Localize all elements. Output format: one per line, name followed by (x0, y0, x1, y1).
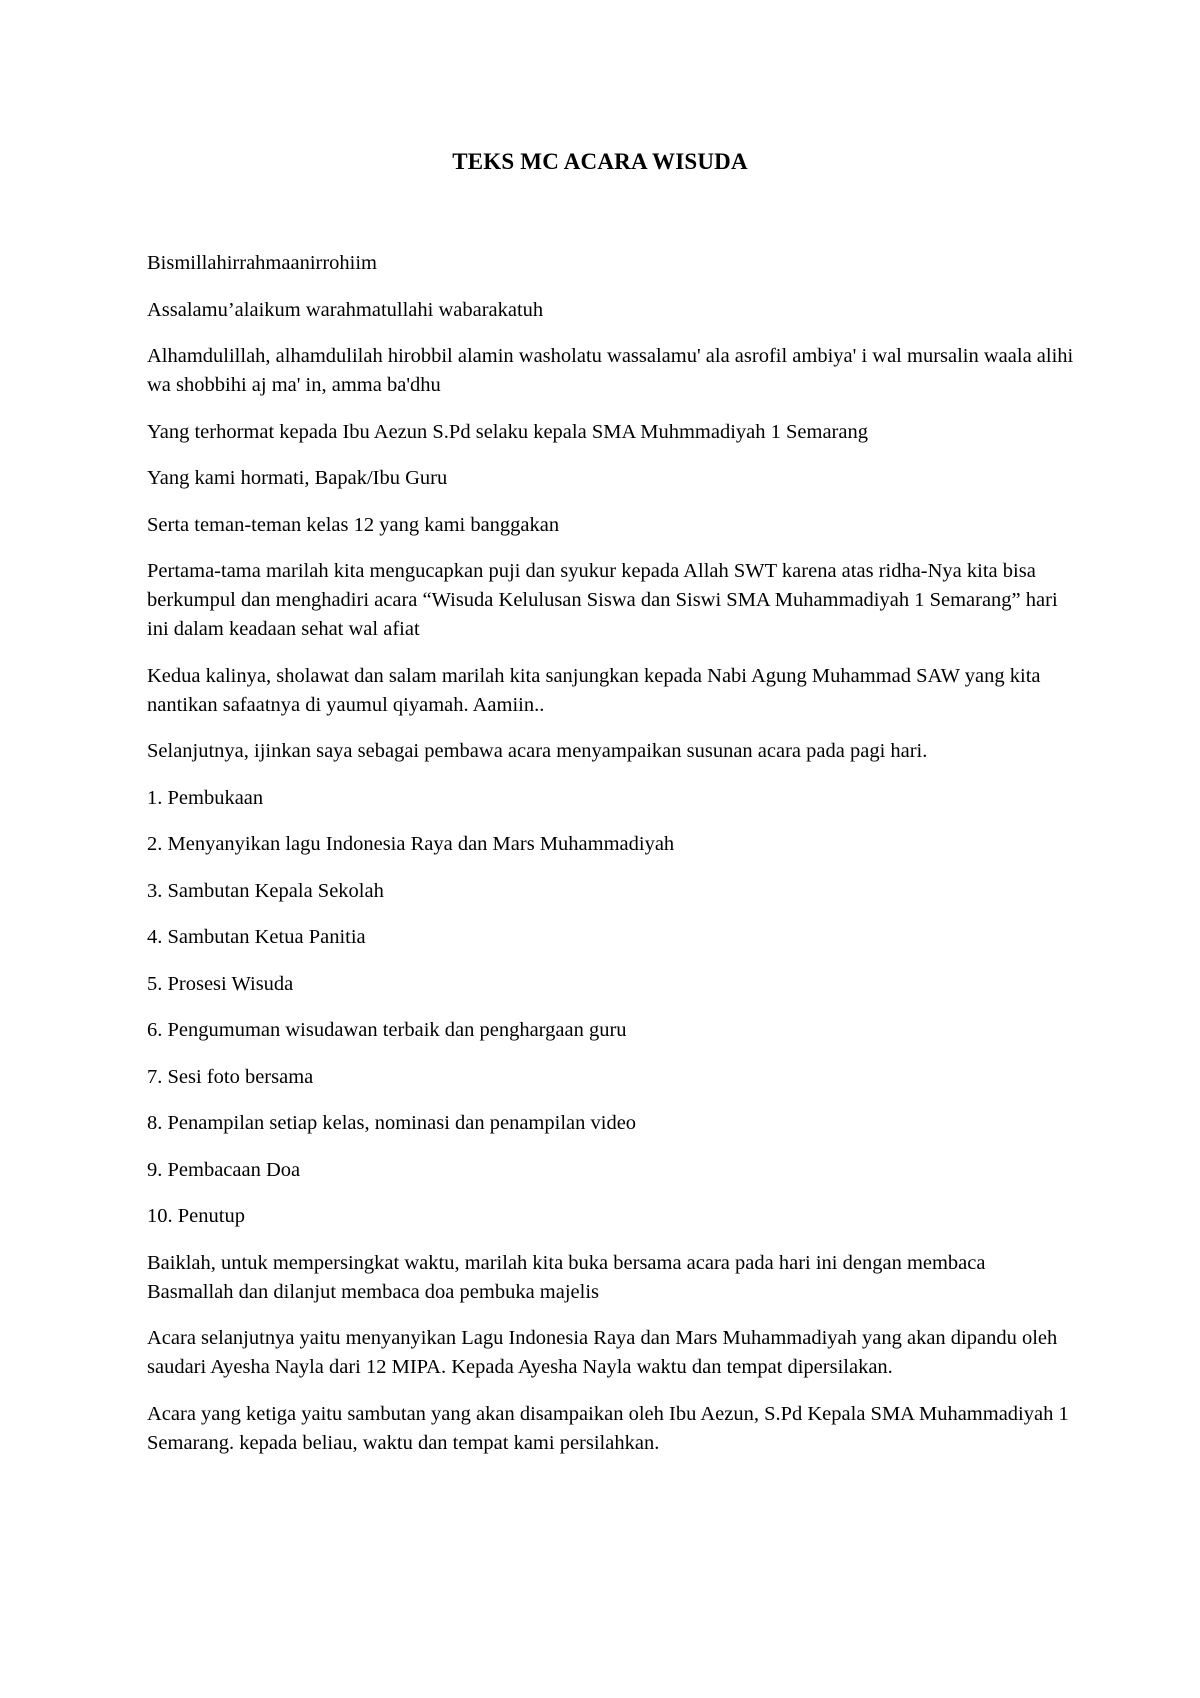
agenda-item: 8. Penampilan setiap kelas, nominasi dan penampilan video (147, 1112, 637, 1134)
agenda-item: 7. Sesi foto bersama (147, 1065, 314, 1088)
paragraph-anthem: Acara selanjutnya yaitu menyanyikan Lagu Indonesia Raya dan Mars Muhammadiyah yang akan dipandu oleh saudari Ayesha Nayla dari 12 MIPA. Kepada Ayesha Nayla waktu dan tempat dipersilakan. (147, 1327, 1058, 1378)
greeting-teachers: Yang kami hormati, Bapak/Ibu Guru (147, 467, 448, 489)
document-title: TEKS MC ACARA WISUDA (452, 149, 748, 174)
paragraph-agenda-intro: Selanjutnya, ijinkan saya sebagai pembawa acara menyampaikan susunan acara pada pagi hari. (147, 740, 928, 762)
agenda-item: 1. Pembukaan (147, 786, 264, 809)
agenda-item: 9. Pembacaan Doa (147, 1158, 301, 1181)
agenda-item: 6. Pengumuman wisudawan terbaik dan penghargaan guru (147, 1019, 627, 1041)
paragraph-opening-prayer: Baiklah, untuk mempersingkat waktu, marilah kita buka bersama acara pada hari ini dengan membaca Basmallah dan dilanjut membaca doa pembuka majelis (147, 1251, 986, 1303)
agenda-item: 2. Menyanyikan lagu Indonesia Raya dan Mars Muhammadiyah (147, 833, 675, 855)
paragraph-principal-speech: Acara yang ketiga yaitu sambutan yang akan disampaikan oleh Ibu Aezun, S.Pd Kepala SMA Muhammadiyah 1 Semarang. kepada beliau, waktu dan tempat kami persilahkan. (147, 1402, 1069, 1454)
agenda-item: 10. Penutup (147, 1205, 245, 1227)
greeting-principal: Yang terhormat kepada Ibu Aezun S.Pd selaku kepala SMA Muhmmadiyah 1 Semarang (147, 420, 868, 443)
opening-hamdalah: Alhamdulillah, alhamdulilah hirobbil alamin washolatu wassalamu' ala asrofil ambiya' i wal mursalin waala alihi wa shobbihi aj ma' in, amma ba'dhu (147, 345, 1074, 396)
agenda-item: 5. Prosesi Wisuda (147, 972, 294, 995)
opening-basmalah: Bismillahirrahmaanirrohiim (147, 252, 378, 274)
agenda-item: 3. Sambutan Kepala Sekolah (147, 879, 384, 902)
document-body (147, 249, 1077, 1475)
agenda-item: 4. Sambutan Ketua Panitia (147, 926, 366, 948)
greeting-students: Serta teman-teman kelas 12 yang kami banggakan (147, 513, 560, 536)
paragraph-gratitude: Pertama-tama marilah kita mengucapkan puji dan syukur kepada Allah SWT karena atas ridha-Nya kita bisa berkumpul dan menghadiri acara “Wisuda Kelulusan Siswa dan Siswi SMA Muhammadiyah 1 Semarang” hari ini dalam keadaan sehat wal afiat (147, 560, 1058, 640)
paragraph-sholawat: Kedua kalinya, sholawat dan salam marilah kita sanjungkan kepada Nabi Agung Muhammad SAW yang kita nantikan safaatnya di yaumul qiyamah. Aamiin.. (147, 664, 1041, 716)
opening-salam: Assalamu’alaikum warahmatullahi wabarakatuh (147, 298, 544, 321)
agenda-list (147, 784, 1077, 1232)
